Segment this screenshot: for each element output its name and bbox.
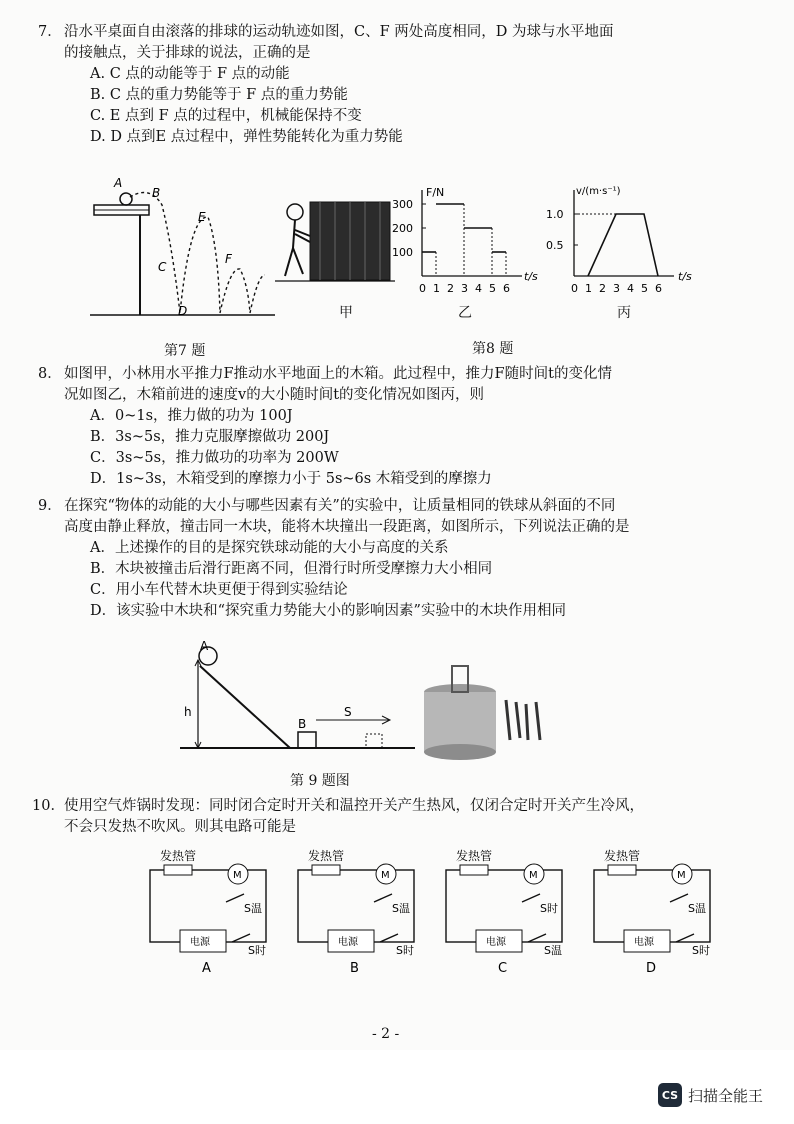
question-9: [38, 496, 754, 622]
motor-label: M: [381, 870, 390, 881]
circuit-a: [150, 848, 266, 975]
heater-resistor: [164, 865, 192, 875]
switch-1: [522, 894, 540, 902]
question-stem-cont: 况如图乙，木箱前进的速度v的大小随时间t的变化情况如图丙，则: [64, 387, 485, 403]
x-tick-label: 0: [571, 282, 578, 295]
y-tick-label: 0.5: [546, 239, 564, 252]
heater-resistor: [608, 865, 636, 875]
question-7: [38, 22, 754, 148]
label-d: D: [178, 304, 188, 318]
switch-2: [380, 934, 398, 942]
camscanner-logo: CS: [658, 1083, 682, 1107]
x-tick-label: 1: [585, 282, 592, 295]
question-stem: 如图甲，小林用水平推力F推动水平地面上的木箱。此过程中，推力F随时间t的变化情: [64, 366, 612, 382]
power-label: 电源: [634, 937, 654, 948]
label-b: B: [152, 186, 161, 200]
option-a: A．0~1s，推力做的功为 100J: [90, 408, 293, 424]
x-tick-label: 0: [419, 282, 426, 295]
label-c: C: [158, 260, 167, 274]
incline-experiment-figure: [180, 640, 420, 755]
question-number: 7．: [38, 24, 62, 40]
x-axis-label: t/s: [524, 270, 538, 283]
switch-1-label: S温: [392, 902, 410, 915]
option-b: B．3s~5s，推力克服摩擦做功 200J: [90, 429, 330, 445]
x-tick-label: 6: [655, 282, 662, 295]
question-stem: 在探究“物体的动能的大小与哪些因素有关”的实验中，让质量相同的铁球从斜面的不同: [64, 498, 616, 514]
x-tick-label: 3: [461, 282, 468, 295]
option-c: C．用小车代替木块更便于得到实验结论: [90, 582, 348, 598]
motor-label: M: [233, 870, 242, 881]
option-b: B．木块被撞击后滑行距离不同，但滑行时所受摩擦力大小相同: [90, 561, 493, 577]
x-tick-label: 1: [433, 282, 440, 295]
x-tick-label: 2: [447, 282, 454, 295]
y-tick-label: 100: [392, 246, 413, 259]
switch-1-label: S温: [244, 902, 262, 915]
option-label: A: [202, 961, 211, 975]
velocity-time-chart: [540, 180, 700, 300]
circuit-b: [298, 848, 414, 975]
power-label: 电源: [486, 937, 506, 948]
apparatus-image: [420, 660, 560, 760]
force-time-chart: [390, 180, 540, 300]
switch-2-label: S时: [396, 944, 414, 957]
figure-caption-8: 第8 题: [472, 341, 514, 357]
switch-1-label: S时: [540, 902, 558, 915]
label-b: B: [298, 717, 307, 731]
question-stem-cont: 的接触点，关于排球的说法，正确的是: [64, 45, 311, 61]
velocity-line: [588, 214, 658, 276]
camscanner-name: 扫描全能王: [688, 1086, 764, 1105]
option-d: D．1s~3s，木箱受到的摩擦力小于 5s~6s 木箱受到的摩擦力: [90, 471, 492, 487]
question-stem-cont: 不会只发热不吹风。则其电路可能是: [64, 819, 296, 835]
boy-pushing-box-figure: [275, 190, 395, 290]
question-number: 10．: [32, 798, 65, 814]
label-jia: 甲: [339, 305, 353, 321]
label-f: F: [225, 252, 232, 266]
label-a: A: [200, 640, 209, 653]
circuit-d: [594, 848, 710, 975]
scanner-watermark: [658, 1083, 763, 1107]
switch-2-label: S温: [544, 944, 562, 957]
question-10: [32, 796, 754, 838]
heater-resistor: [312, 865, 340, 875]
y-tick-label: 200: [392, 222, 413, 235]
label-s: S: [344, 705, 352, 719]
ball-trajectory-figure: [80, 175, 280, 325]
question-8: [38, 364, 754, 490]
circuit-c: [446, 848, 562, 975]
motor-label: M: [529, 870, 538, 881]
question-number: 9．: [38, 498, 62, 514]
question-number: 8．: [38, 366, 62, 382]
y-tick-label: 1.0: [546, 208, 564, 221]
switch-2: [528, 934, 546, 942]
heater-label: 发热管: [308, 849, 345, 863]
option-d: D．该实验中木块和“探究重力势能大小的影响因素”实验中的木块作用相同: [90, 603, 566, 619]
switch-1: [670, 894, 688, 902]
question-stem: 沿水平桌面自由滚落的排球的运动轨迹如图，C、F 两处高度相同，D 为球与水平地面: [64, 24, 614, 40]
x-tick-label: 5: [641, 282, 648, 295]
heater-label: 发热管: [604, 849, 641, 863]
switch-2-label: S时: [692, 944, 710, 957]
switch-1-label: S温: [688, 902, 706, 915]
x-tick-label: 5: [489, 282, 496, 295]
switch-2: [676, 934, 694, 942]
label-yi: 乙: [458, 305, 472, 321]
switch-1: [374, 894, 392, 902]
label-h: h: [184, 705, 192, 719]
option-a: A. C 点的动能等于 F 点的动能: [90, 66, 290, 82]
figure-caption-9: 第 9 题图: [290, 773, 350, 789]
page-number: - 2 -: [372, 1026, 400, 1042]
label-e: E: [198, 210, 206, 224]
power-label: 电源: [190, 937, 210, 948]
x-tick-label: 4: [475, 282, 482, 295]
x-tick-label: 3: [613, 282, 620, 295]
heater-label: 发热管: [160, 849, 197, 863]
option-label: B: [350, 961, 359, 975]
y-axis-label: F/N: [426, 186, 445, 199]
question-stem: 使用空气炸锅时发现：同时闭合定时开关和温控开关产生热风，仅闭合定时开关产生冷风，: [64, 798, 644, 814]
option-b: B. C 点的重力势能等于 F 点的重力势能: [90, 87, 348, 103]
option-label: C: [498, 961, 508, 975]
heater-resistor: [460, 865, 488, 875]
option-d: D. D 点到E 点过程中，弹性势能转化为重力势能: [90, 129, 403, 145]
y-tick-label: 300: [392, 198, 413, 211]
option-a: A．上述操作的目的是探究铁球动能的大小与高度的关系: [90, 540, 449, 556]
switch-2: [232, 934, 250, 942]
y-axis-label: v/(m·s⁻¹): [576, 186, 621, 197]
question-stem-cont: 高度由静止释放，撞击同一木块，能将木块撞出一段距离，如图所示，下列说法正确的是: [64, 519, 630, 535]
switch-2-label: S时: [248, 944, 266, 957]
option-label: D: [646, 961, 657, 975]
heater-label: 发热管: [456, 849, 493, 863]
option-c: C．3s~5s，推力做功的功率为 200W: [90, 450, 339, 466]
option-c: C. E 点到 F 点的过程中，机械能保持不变: [90, 108, 362, 124]
motor-label: M: [677, 870, 686, 881]
figure-caption-7: 第7 题: [164, 343, 206, 359]
x-tick-label: 6: [503, 282, 510, 295]
switch-1: [226, 894, 244, 902]
x-axis-label: t/s: [678, 270, 692, 283]
power-label: 电源: [338, 937, 358, 948]
label-a: A: [114, 176, 123, 190]
x-tick-label: 4: [627, 282, 634, 295]
circuit-options: [140, 840, 740, 975]
x-tick-label: 2: [599, 282, 606, 295]
label-bing: 丙: [617, 305, 631, 321]
